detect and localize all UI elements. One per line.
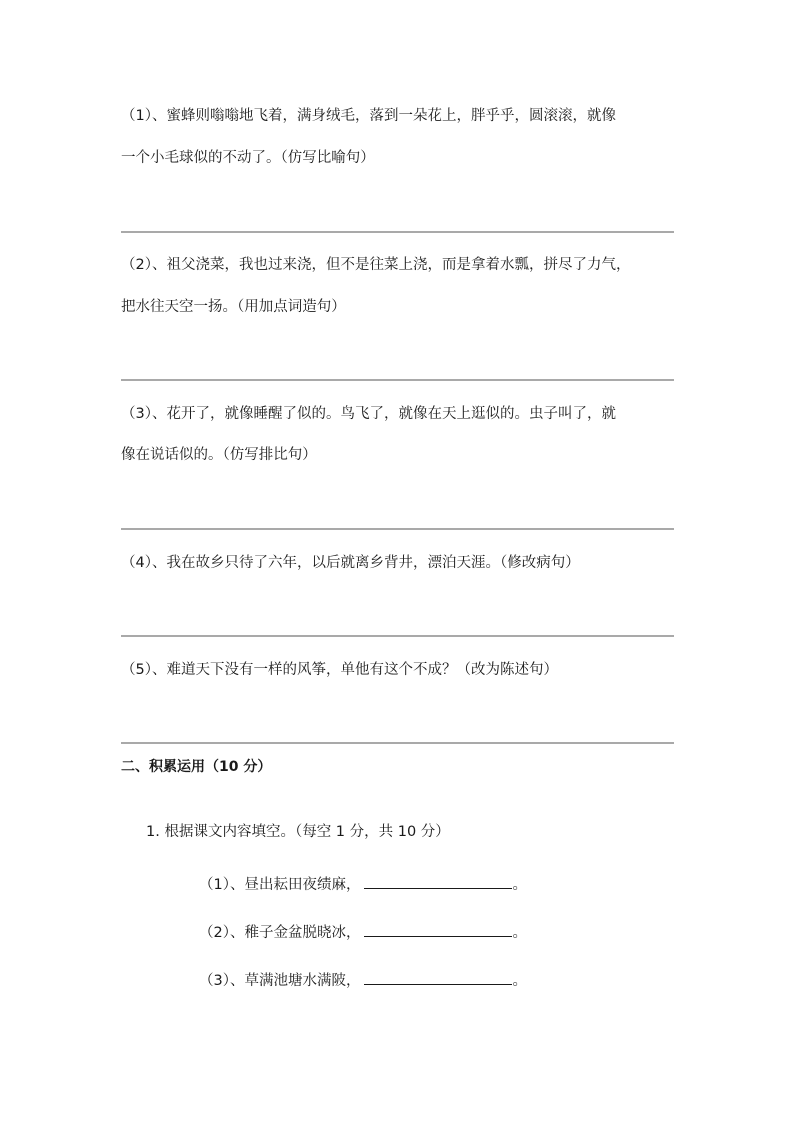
question-5-line-1: （5）、难道天下没有一样的风筝，单他有这个不成？（改为陈述句）	[121, 662, 558, 678]
question-2-line-1: （2）、祖父浇菜，我也过来浇，但不是往菜上浇，而是拿着水瓢，拼尽了力气，	[121, 257, 631, 273]
fill-in-question-prompt: 1. 根据课文内容填空。（每空 1 分，共 10 分）	[146, 824, 450, 840]
answer-line-3[interactable]	[121, 528, 674, 530]
question-3-line-1: （3）、花开了，就像睡醒了似的。鸟飞了，就像在天上逛似的。虫子叫了，就	[121, 406, 616, 422]
fill-item-1-prefix: （1）、昼出耘田夜绩麻，	[199, 877, 361, 893]
fill-item-2-prefix: （2）、稚子金盆脱晓冰，	[199, 925, 361, 941]
fill-item-2	[199, 922, 527, 943]
fill-item-2-suffix: 。	[512, 925, 527, 941]
section-2-heading: 二、积累运用（10 分）	[121, 759, 272, 775]
question-1-line-1: （1）、蜜蜂则嗡嗡地飞着，满身绒毛，落到一朵花上，胖乎乎，圆滚滚，就像	[121, 108, 616, 124]
answer-line-1[interactable]	[121, 231, 674, 233]
fill-item-1-blank[interactable]	[364, 874, 512, 889]
fill-item-1	[199, 874, 527, 895]
answer-line-5[interactable]	[121, 742, 674, 744]
answer-line-2[interactable]	[121, 379, 674, 381]
fill-item-3-blank[interactable]	[364, 970, 512, 985]
answer-line-4[interactable]	[121, 635, 674, 637]
fill-item-3-suffix: 。	[512, 973, 527, 989]
fill-item-3-prefix: （3）、草满池塘水满陂，	[199, 973, 361, 989]
fill-item-1-suffix: 。	[512, 877, 527, 893]
question-3-line-2: 像在说话似的。（仿写排比句）	[121, 447, 317, 463]
question-1-line-2: 一个小毛球似的不动了。（仿写比喻句）	[121, 150, 375, 166]
question-4-line-1: （4）、我在故乡只待了六年，以后就离乡背井，漂泊天涯。（修改病句）	[121, 555, 580, 571]
fill-item-3	[199, 970, 527, 991]
question-2-line-2: 把水往天空一扬。（用加点词造句）	[121, 299, 346, 315]
fill-item-2-blank[interactable]	[364, 922, 512, 937]
